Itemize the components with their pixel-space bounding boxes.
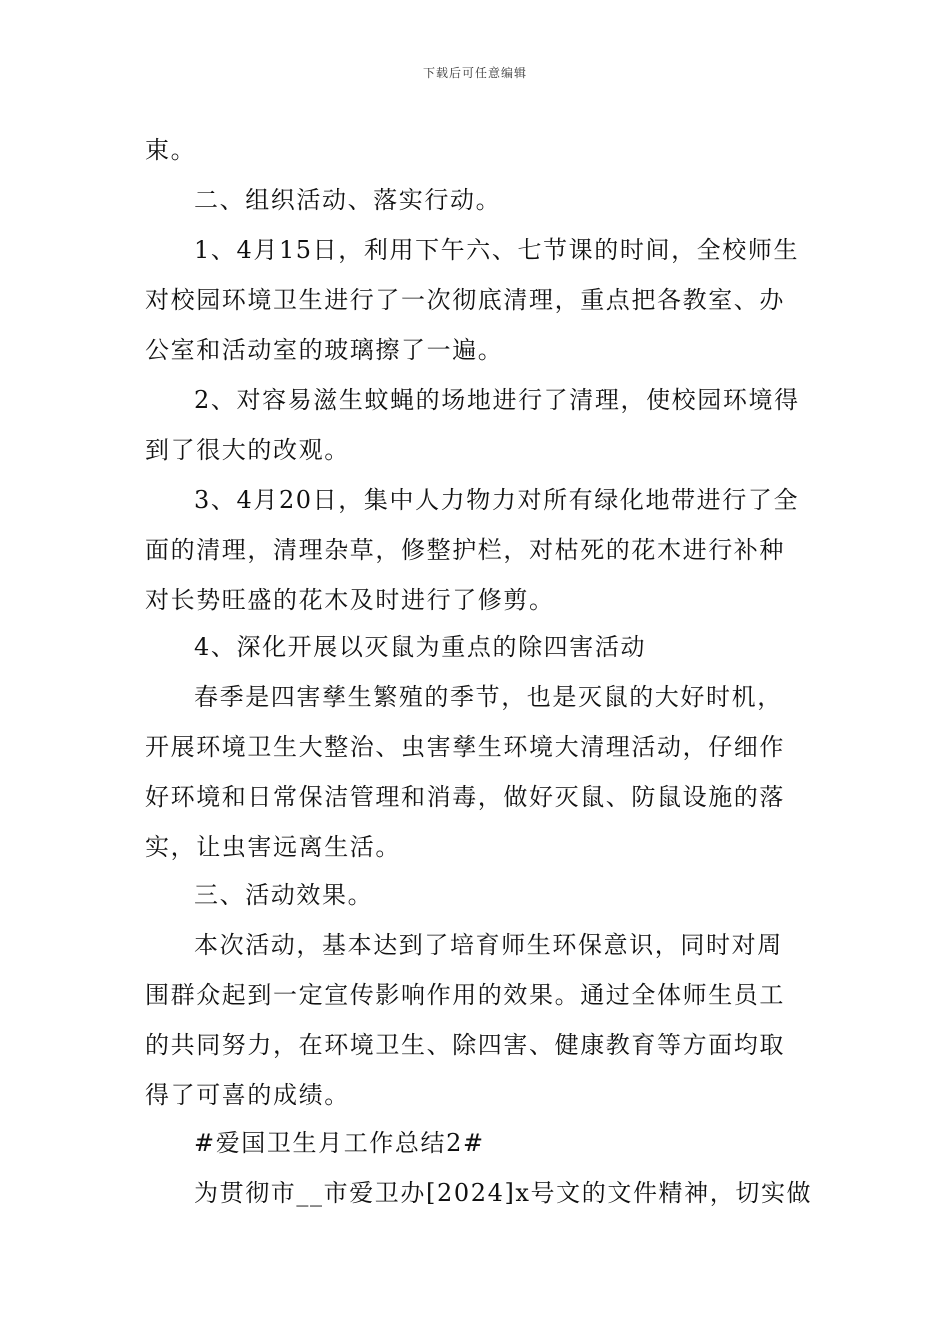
text-line: 开展环境卫生大整治、虫害孳生环境大清理活动，仔细作: [145, 733, 785, 761]
text-line: 对长势旺盛的花木及时进行了修剪。: [145, 586, 555, 614]
page-header: 下载后可任意编辑: [422, 66, 527, 80]
section-heading: 三、活动效果。: [194, 881, 374, 909]
text-line: 对校园环境卫生进行了一次彻底清理，重点把各教室、办: [145, 286, 785, 314]
text-line: 实，让虫害远离生活。: [145, 833, 401, 861]
text-line: 好环境和日常保洁管理和消毒，做好灭鼠、防鼠设施的落: [145, 783, 785, 811]
text-line: 2、对容易滋生蚊蝇的场地进行了清理，使校园环境得: [194, 386, 800, 414]
text-line: 为贯彻市__市爱卫办[2024]x号文的文件精神，切实做: [194, 1179, 813, 1207]
text-line: 3、4月20日，集中人力物力对所有绿化地带进行了全: [194, 486, 800, 514]
text-line: 本次活动，基本达到了培育师生环保意识，同时对周: [194, 931, 783, 959]
text-line: 到了很大的改观。: [145, 436, 350, 464]
text-line: 的共同努力，在环境卫生、除四害、健康教育等方面均取: [145, 1031, 785, 1059]
text-line: 1、4月15日，利用下午六、七节课的时间，全校师生: [194, 236, 800, 264]
text-line: 春季是四害孳生繁殖的季节，也是灭鼠的大好时机，: [194, 683, 783, 711]
text-line: 围群众起到一定宣传影响作用的效果。通过全体师生员工: [145, 981, 785, 1009]
text-line: 公室和活动室的玻璃擦了一遍。: [145, 336, 504, 364]
text-line: 4、深化开展以灭鼠为重点的除四害活动: [194, 633, 647, 661]
text-line: 得了可喜的成绩。: [145, 1081, 350, 1109]
text-line: 束。: [145, 136, 197, 164]
document-title: #爱国卫生月工作总结2#: [194, 1129, 485, 1157]
text-line: 面的清理，清理杂草，修整护栏，对枯死的花木进行补种: [145, 536, 785, 564]
section-heading: 二、组织活动、落实行动。: [194, 186, 502, 214]
